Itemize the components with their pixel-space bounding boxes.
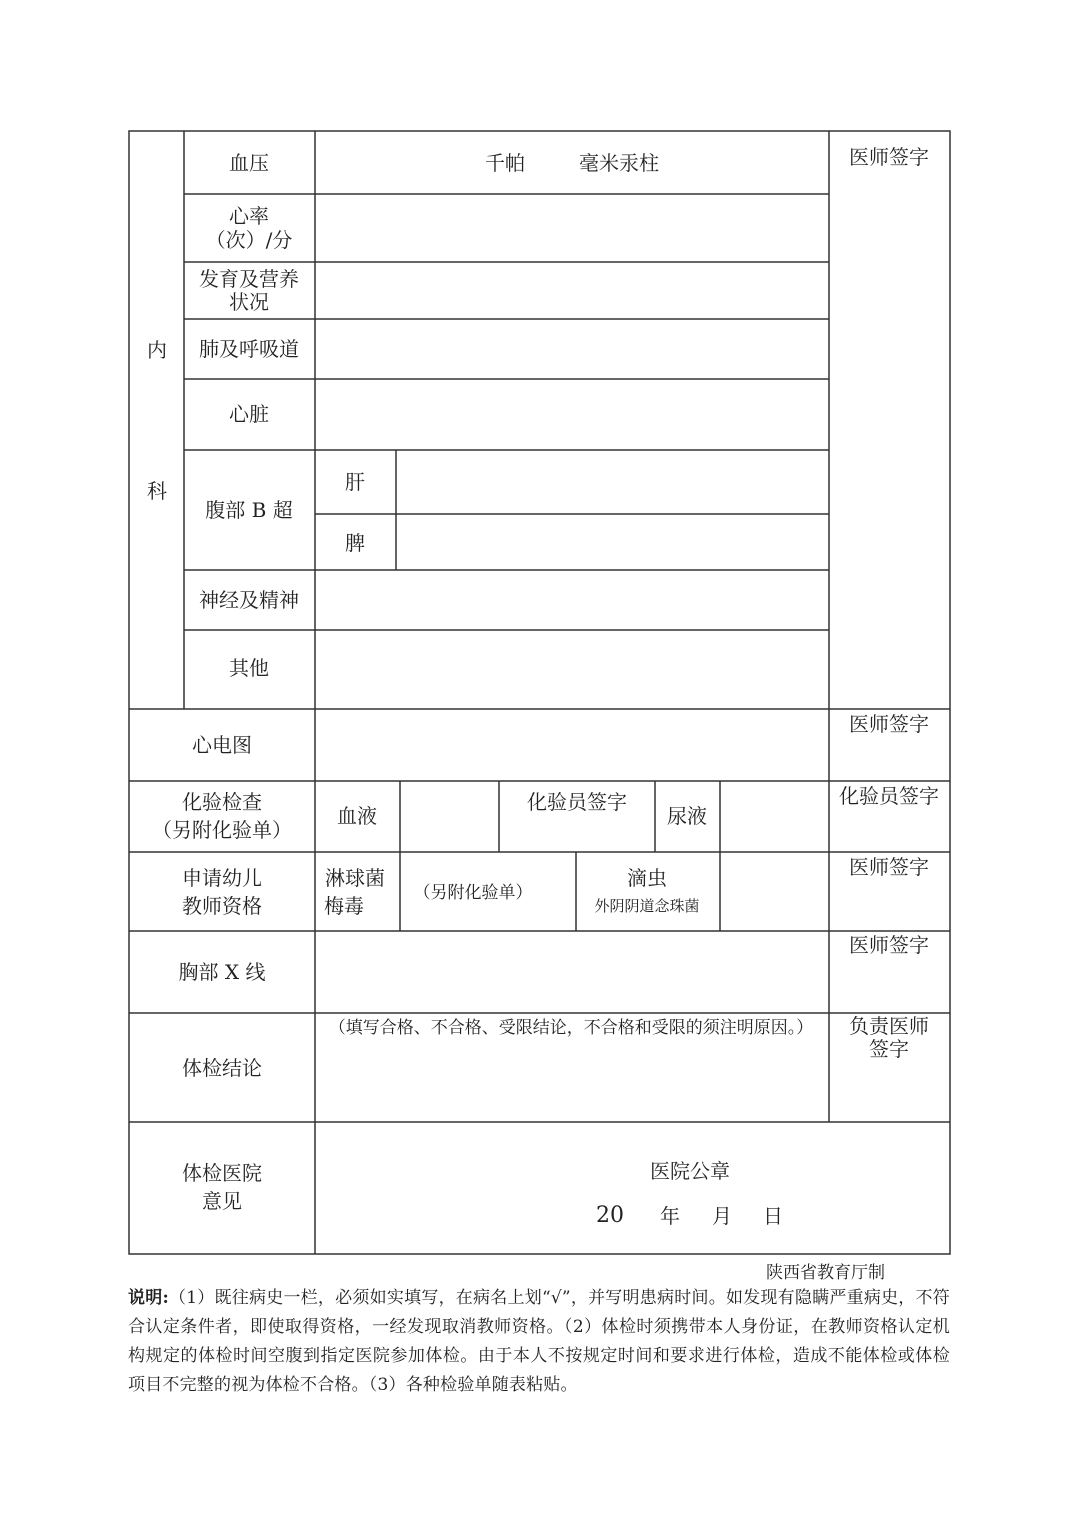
doctor-signature-internal: 医师签字 bbox=[849, 145, 929, 169]
kindergarten-label-2: 教师资格 bbox=[182, 894, 262, 918]
other-label: 其他 bbox=[229, 656, 269, 680]
hospital-opinion-label: 意见 bbox=[202, 1189, 242, 1213]
lab-test-label: 化验检查 bbox=[182, 790, 262, 814]
abdomen-label: 腹部 B 超 bbox=[205, 498, 293, 522]
section-label-internal: 内 bbox=[147, 338, 167, 362]
candida-label: 外阴阴道念珠菌 bbox=[594, 897, 700, 915]
lab-signature-mid: 化验员签字 bbox=[527, 790, 627, 814]
date-year-prefix: 20 bbox=[596, 1203, 624, 1228]
attach-note: （另附化验单） bbox=[413, 883, 533, 903]
doctor-signature-xray: 医师签字 bbox=[849, 933, 929, 957]
blood-pressure-label: 血压 bbox=[229, 151, 269, 175]
kindergarten-label: 申请幼儿 bbox=[182, 866, 262, 890]
notes-paragraph bbox=[128, 1284, 950, 1400]
syphilis-label: 梅毒 bbox=[324, 894, 364, 918]
date-year: 年 bbox=[660, 1204, 680, 1228]
section-label-medicine: 科 bbox=[147, 479, 167, 503]
gonorrhea-label: 淋球菌 bbox=[325, 866, 385, 890]
date-day: 日 bbox=[763, 1204, 783, 1228]
urine-label: 尿液 bbox=[667, 804, 707, 828]
notes-body: （1）既往病史一栏，必须如实填写，在病名上划“√”，并写明患病时间。如发现有隐瞒严重病史，不符合认定条件者，即使取得资格，一经发现取消教师资格。（2）体检时须携带本人身份证，在教师资格认定机构规定的体检时间空腹到指定医院参加体检。由于本人不按规定时间和要求进行体检，造成不能体检或体检项目不完整的视为体检不合格。（3）各种检验单随表粘贴。 bbox=[128, 1288, 950, 1395]
heart-label: 心脏 bbox=[229, 402, 269, 426]
conclusion-hint: （填写合格、不合格、受限结论，不合格和受限的须注明原因。） bbox=[328, 1018, 814, 1038]
date-month: 月 bbox=[712, 1204, 732, 1228]
spleen-label: 脾 bbox=[345, 531, 365, 555]
responsible-doctor-signature: 签字 bbox=[869, 1037, 909, 1061]
trichomonas-label: 滴虫 bbox=[627, 866, 667, 890]
lab-test-attach: （另附化验单） bbox=[152, 818, 292, 842]
hospital-label: 体检医院 bbox=[182, 1161, 262, 1185]
doctor-signature-ecg: 医师签字 bbox=[849, 712, 929, 736]
hospital-seal: 医院公章 bbox=[650, 1159, 730, 1183]
development-label-2: 状况 bbox=[229, 290, 269, 314]
chest-xray-label: 胸部 X 线 bbox=[178, 960, 266, 984]
liver-label: 肝 bbox=[345, 470, 365, 494]
heart-rate-unit: （次）/分 bbox=[205, 228, 293, 252]
blood-pressure-unit-mmhg: 毫米汞柱 bbox=[579, 151, 659, 175]
blood-label: 血液 bbox=[337, 804, 377, 828]
notes-title: 说明: bbox=[128, 1288, 169, 1308]
lab-signature: 化验员签字 bbox=[839, 784, 939, 808]
heart-rate-label: 心率 bbox=[229, 204, 269, 228]
ecg-label: 心电图 bbox=[192, 733, 252, 757]
responsible-doctor-label: 负责医师 bbox=[849, 1014, 929, 1038]
development-label: 发育及营养 bbox=[199, 267, 299, 291]
doctor-signature-kindergarten: 医师签字 bbox=[849, 855, 929, 879]
conclusion-label: 体检结论 bbox=[182, 1056, 262, 1080]
lungs-label: 肺及呼吸道 bbox=[199, 337, 299, 361]
blood-pressure-unit-kpa: 千帕 bbox=[485, 151, 525, 175]
issuing-organization: 陕西省教育厅制 bbox=[766, 1263, 885, 1283]
nerves-label: 神经及精神 bbox=[199, 588, 299, 612]
